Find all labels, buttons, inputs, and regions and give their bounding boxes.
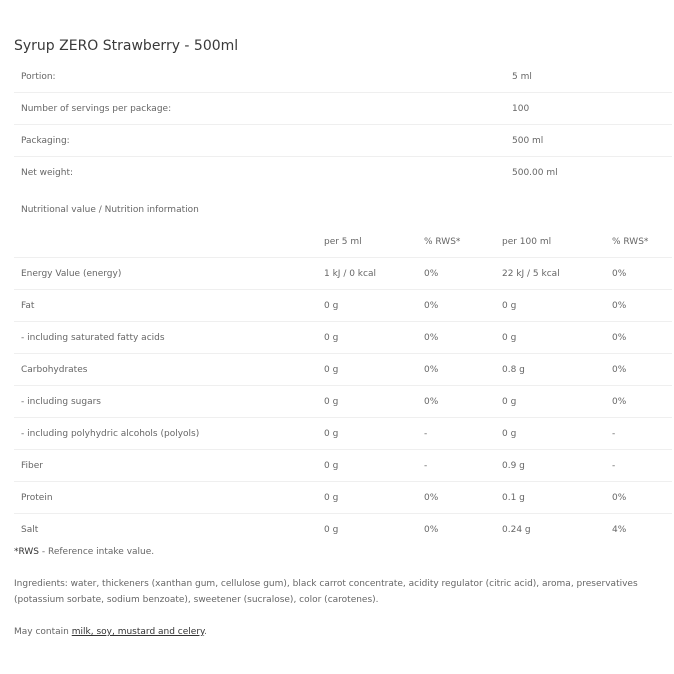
spec-row xyxy=(14,125,672,157)
nutrition-row xyxy=(14,450,672,482)
nutrient-value: 0 g xyxy=(324,396,339,407)
nutrition-table xyxy=(14,226,672,545)
nutrition-heading: Nutritional value / Nutrition information xyxy=(21,205,199,215)
column-header: per 100 ml xyxy=(502,236,552,247)
nutrient-value: 0 g xyxy=(324,524,339,535)
nutrient-name: Salt xyxy=(21,524,39,535)
nutrient-rws: 0% xyxy=(612,332,627,343)
nutrition-row xyxy=(14,418,672,450)
column-header: % RWS* xyxy=(424,236,461,247)
nutrient-value: 0 g xyxy=(324,300,339,311)
nutrient-value: 0 g xyxy=(324,460,339,471)
nutrient-value: 0.24 g xyxy=(502,524,531,535)
nutrition-row xyxy=(14,322,672,354)
nutrient-name: - including polyhydric alcohols (polyols) xyxy=(21,428,200,439)
nutrient-value: 0.8 g xyxy=(502,364,525,375)
ingredients-text: Ingredients: water, thickeners (xanthan gum, cellulose gum), black carrot concentrate, acidity regulator (citric acid), aroma, preservatives (potassium sorbate, sodium benzoate), sweetener (sucralose), color (carotenes). xyxy=(14,579,638,605)
nutrient-name: Fiber xyxy=(21,460,43,471)
spec-row xyxy=(14,61,672,93)
nutrient-rws: 0% xyxy=(612,396,627,407)
footnote-text: - Reference intake value. xyxy=(39,547,155,557)
nutrition-row xyxy=(14,482,672,514)
allergens-prefix: May contain xyxy=(14,627,72,637)
spec-row xyxy=(14,157,672,188)
allergens-text xyxy=(14,624,664,640)
product-title: Syrup ZERO Strawberry - 500ml xyxy=(14,38,239,54)
spec-value: 5 ml xyxy=(512,71,532,82)
nutrient-rws: 0% xyxy=(424,364,439,375)
nutrient-name: - including saturated fatty acids xyxy=(21,332,165,343)
allergens-link[interactable]: milk, soy, mustard and celery xyxy=(71,627,205,637)
nutrient-rws: 0% xyxy=(424,300,439,311)
nutrition-row xyxy=(14,258,672,290)
nutrient-rws: 0% xyxy=(424,492,439,503)
nutrient-rws: 0% xyxy=(612,492,627,503)
nutrient-value: 0 g xyxy=(324,332,339,343)
nutrient-rws: 4% xyxy=(612,524,627,535)
nutrient-rws: - xyxy=(612,460,616,471)
nutrient-rws: 0% xyxy=(612,300,627,311)
column-header: % RWS* xyxy=(612,236,649,247)
nutrient-value: 0 g xyxy=(502,428,517,439)
nutrient-value: 0 g xyxy=(324,364,339,375)
spec-value: 500.00 ml xyxy=(512,167,558,178)
nutrient-name: Carbohydrates xyxy=(21,364,88,375)
rws-footnote xyxy=(14,544,664,560)
nutrition-row xyxy=(14,514,672,545)
spec-label: Packaging: xyxy=(21,135,70,146)
nutrient-value: 0 g xyxy=(324,492,339,503)
spec-label: Net weight: xyxy=(21,167,74,178)
nutrition-row xyxy=(14,354,672,386)
spec-value: 100 xyxy=(512,103,530,114)
nutrient-value: 0 g xyxy=(502,332,517,343)
nutrient-name: Fat xyxy=(21,300,35,311)
nutrient-value: 0.9 g xyxy=(502,460,525,471)
footnote-prefix: *RWS xyxy=(14,547,40,557)
nutrient-value: 0 g xyxy=(502,396,517,407)
nutrient-value: 22 kJ / 5 kcal xyxy=(502,268,560,279)
nutrient-rws: 0% xyxy=(424,524,439,535)
nutrient-value: 0 g xyxy=(502,300,517,311)
nutrient-rws: 0% xyxy=(612,364,627,375)
nutrient-name: - including sugars xyxy=(21,396,101,407)
nutrient-rws: - xyxy=(424,428,428,439)
nutrient-value: 1 kJ / 0 kcal xyxy=(324,268,376,279)
nutrient-name: Protein xyxy=(21,492,53,503)
nutrient-rws: - xyxy=(612,428,616,439)
nutrient-value: 0.1 g xyxy=(502,492,525,503)
nutrient-rws: 0% xyxy=(424,332,439,343)
nutrient-rws: 0% xyxy=(424,396,439,407)
spec-value: 500 ml xyxy=(512,135,544,146)
allergens-suffix: . xyxy=(204,627,207,637)
spec-label: Number of servings per package: xyxy=(21,103,172,114)
specs-table xyxy=(14,61,672,188)
nutrition-row xyxy=(14,386,672,418)
column-header: per 5 ml xyxy=(324,236,362,247)
nutrition-header-row xyxy=(14,226,672,258)
nutrient-rws: - xyxy=(424,460,428,471)
spec-row xyxy=(14,93,672,125)
nutrient-rws: 0% xyxy=(424,268,439,279)
nutrition-row xyxy=(14,290,672,322)
nutrient-value: 0 g xyxy=(324,428,339,439)
nutrient-rws: 0% xyxy=(612,268,627,279)
spec-label: Portion: xyxy=(21,71,56,82)
nutrient-name: Energy Value (energy) xyxy=(21,268,122,279)
